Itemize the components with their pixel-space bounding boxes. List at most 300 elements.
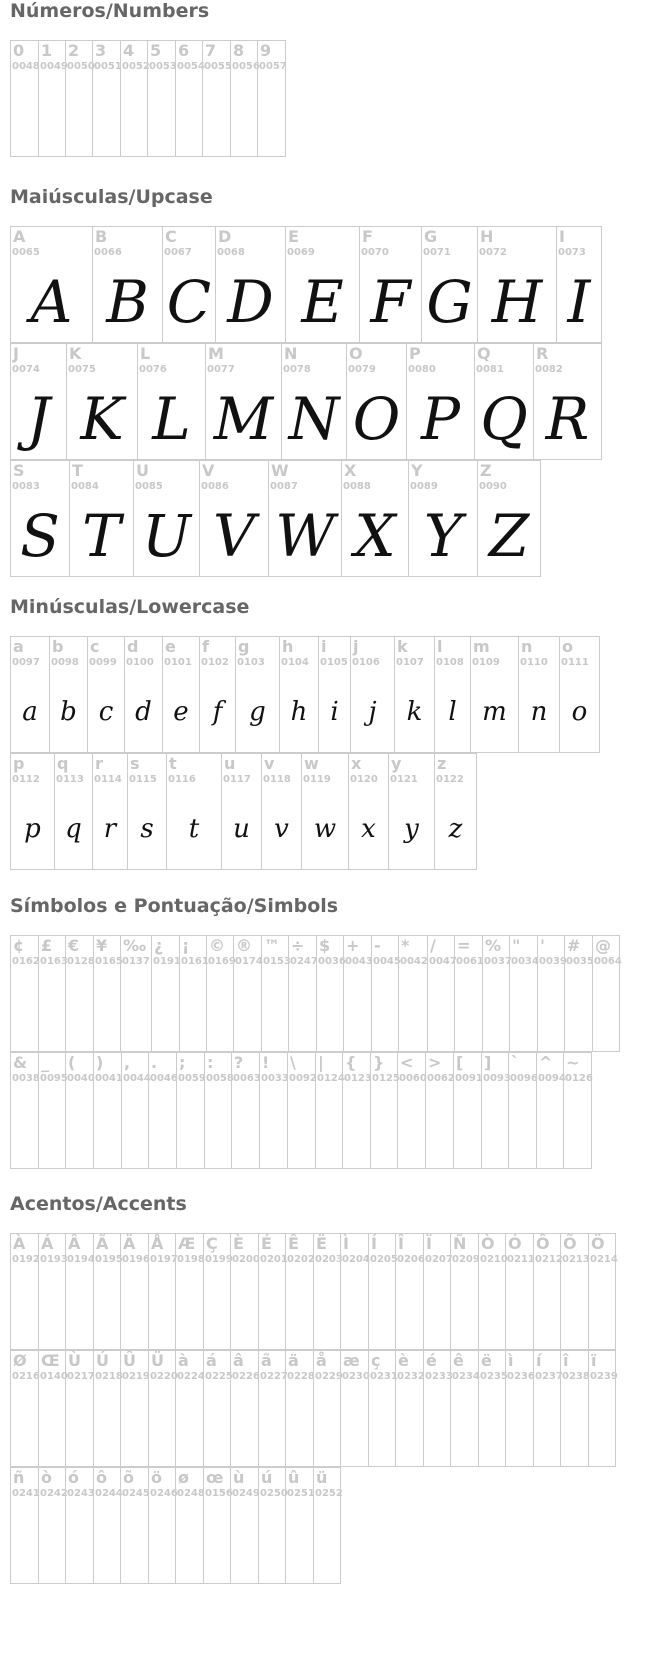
character-label: Ï [426,1234,432,1253]
character-code: 0205 [370,1254,398,1265]
glyph-cell [434,636,470,753]
glyph-grid [10,1233,616,1584]
glyph-cell [563,1052,592,1169]
character-label: ó [68,1468,79,1487]
glyph-cell [505,1233,533,1350]
glyph-cell [350,636,394,753]
character-label: r [95,754,103,773]
character-code: 0098 [51,657,79,668]
character-code: 0057 [259,61,287,72]
character-code: 0162 [12,956,40,967]
character-code: 0230 [342,1371,370,1382]
section-numbers [10,0,286,157]
character-label: F [362,227,373,246]
character-label: O [349,344,363,363]
character-label: E [288,227,299,246]
character-label: é [426,1351,437,1370]
glyph-cell [38,935,68,1052]
character-label: H [480,227,494,246]
glyph-cell [93,1467,123,1584]
character-code: 0037 [484,956,512,967]
glyph-cell [588,1350,616,1467]
character-label: c [90,637,100,656]
character-label: û [288,1468,300,1487]
character-code: 0096 [510,1073,538,1084]
character-label: Ò [481,1234,495,1253]
character-label: ñ [13,1468,25,1487]
character-code: 0225 [205,1371,233,1382]
glyph-cell [65,935,93,1052]
character-label: @ [595,936,611,955]
glyph-preview: z [448,813,463,844]
glyph-preview: j [368,696,377,727]
character-label: . [151,1053,158,1072]
character-code: 0233 [425,1371,453,1382]
glyph-cell [133,460,199,577]
glyph-grid [10,226,602,577]
glyph-cell [481,1052,511,1169]
character-code: 0059 [178,1073,206,1084]
glyph-cell [394,636,434,753]
glyph-preview: C [166,267,212,336]
character-code: 0064 [594,956,622,967]
character-code: 0234 [452,1371,480,1382]
glyph-cell [533,1350,563,1467]
character-code: 0251 [287,1488,315,1499]
glyph-grid [10,636,600,870]
character-label: D [218,227,232,246]
section-uppercase [10,186,602,577]
character-label: B [95,227,108,246]
character-code: 0067 [164,247,192,258]
glyph-cell [230,1467,258,1584]
glyph-cell [453,1052,481,1169]
glyph-cell [93,1052,121,1169]
character-code: 0060 [399,1073,427,1084]
glyph-row [10,226,602,343]
glyph-cell [261,753,301,870]
character-label: u [224,754,236,773]
glyph-preview: t [188,813,200,844]
glyph-preview: A [30,267,73,336]
character-code: 0195 [95,1254,123,1265]
glyph-preview: B [106,267,149,336]
character-label: 9 [260,41,272,60]
glyph-cell [397,1052,425,1169]
character-label: A [13,227,26,246]
character-label: å [316,1351,327,1370]
glyph-cell [10,343,66,460]
character-label: œ [206,1468,224,1487]
glyph-cell [285,1467,313,1584]
character-label: I [559,227,565,246]
character-label: Ê [288,1234,299,1253]
glyph-cell [398,935,427,1052]
character-code: 0227 [260,1371,288,1382]
glyph-cell [316,935,346,1052]
glyph-cell [408,460,477,577]
character-label: ô [96,1468,107,1487]
glyph-cell [388,753,434,870]
character-label: Ã [96,1234,109,1253]
glyph-cell [258,1233,288,1350]
character-code: 0074 [12,364,40,375]
glyph-cell [313,1233,343,1350]
character-code: 0224 [177,1371,205,1382]
character-code: 0241 [12,1488,40,1499]
glyph-cell [508,1052,536,1169]
character-code: 0245 [122,1488,150,1499]
character-code: 0117 [223,774,251,785]
character-code: 0126 [565,1073,593,1084]
glyph-cell [38,1233,68,1350]
character-code: 0125 [372,1073,400,1084]
character-label: ( [68,1053,76,1072]
character-code: 0115 [129,774,157,785]
character-label: Œ [41,1351,60,1370]
character-code: 0123 [344,1073,372,1084]
character-label: Ú [96,1351,109,1370]
glyph-preview: X [354,501,396,570]
character-label: b [52,637,64,656]
character-code: 0069 [287,247,315,258]
character-label: / [430,936,436,955]
glyph-cell [423,1233,453,1350]
character-label: R [536,344,549,363]
section-lowercase [10,596,600,870]
glyph-preview: a [22,696,38,727]
character-label: X [344,461,357,480]
character-label: æ [343,1351,360,1370]
glyph-cell [235,636,279,753]
glyph-cell [10,1052,38,1169]
glyph-cell [518,636,559,753]
glyph-cell [92,226,162,343]
glyph-preview: e [173,696,189,727]
glyph-cell [231,1052,259,1169]
character-code: 0203 [315,1254,343,1265]
glyph-cell [285,1350,313,1467]
glyph-cell [482,935,512,1052]
character-label: w [304,754,319,773]
character-code: 0156 [205,1488,233,1499]
glyph-preview: Y [423,501,463,570]
character-code: 0235 [480,1371,508,1382]
character-code: 0053 [149,61,177,72]
character-code: 0192 [12,1254,40,1265]
glyph-cell [348,753,388,870]
glyph-cell [38,1467,68,1584]
character-label: Y [411,461,423,480]
character-label: z [437,754,447,773]
character-label: $ [319,936,331,955]
glyph-cell [395,1233,423,1350]
character-label: ' [540,936,545,955]
character-label: < [400,1053,414,1072]
glyph-preview: p [24,813,41,844]
section-title: Símbolos e Pontuação/Simbols [10,895,339,917]
character-label: Ó [508,1234,522,1253]
section-title: Maiúsculas/Upcase [10,186,213,208]
character-label: Á [41,1234,54,1253]
character-label: ~ [566,1053,580,1072]
glyph-cell [10,460,69,577]
glyph-cell [368,1233,398,1350]
glyph-cell [340,1233,368,1350]
character-code: 0056 [232,61,260,72]
glyph-cell [268,460,341,577]
glyph-cell [230,40,260,157]
character-code: 0101 [164,657,192,668]
character-label: à [178,1351,189,1370]
character-code: 0072 [479,247,507,258]
character-label: ê [453,1351,464,1370]
character-label: x [351,754,362,773]
character-code: 0070 [361,247,389,258]
character-code: 0078 [283,364,311,375]
glyph-cell [162,636,199,753]
character-label: U [136,461,149,480]
character-code: 0061 [456,956,484,967]
character-label: Ö [591,1234,605,1253]
character-code: 0161 [181,956,209,967]
glyph-preview: P [420,384,461,453]
glyph-preview: U [142,501,191,570]
glyph-cell [371,935,401,1052]
character-code: 0199 [205,1254,233,1265]
character-code: 0051 [94,61,122,72]
glyph-cell [560,1350,588,1467]
character-label: À [13,1234,26,1253]
glyph-cell [179,935,209,1052]
character-code: 0055 [204,61,232,72]
character-label: ! [262,1053,270,1072]
character-label: Ù [68,1351,81,1370]
character-label: Æ [178,1234,196,1253]
character-label: î [563,1351,569,1370]
glyph-cell [65,1052,93,1169]
character-code: 0036 [318,956,346,967]
character-label: % [485,936,502,955]
glyph-cell [124,636,162,753]
glyph-cell [38,1052,68,1169]
character-label: = [457,936,471,955]
character-code: 0193 [40,1254,68,1265]
character-label: , [124,1053,131,1072]
character-code: 0109 [472,657,500,668]
character-code: 0049 [40,61,68,72]
character-label: ) [96,1053,104,1072]
glyph-grid [10,935,620,1169]
character-code: 0242 [40,1488,68,1499]
character-code: 0153 [263,956,291,967]
glyph-cell [206,935,236,1052]
glyph-cell [65,1233,93,1350]
character-code: 0073 [558,247,586,258]
character-code: 0080 [408,364,436,375]
glyph-cell [258,1467,288,1584]
character-code: 0226 [232,1371,260,1382]
glyph-cell [54,753,92,870]
character-label: õ [123,1468,134,1487]
character-code: 0083 [12,481,40,492]
character-label: ÷ [291,936,305,955]
glyph-cell [285,226,359,343]
character-code: 0035 [566,956,594,967]
glyph-preview: Z [488,501,530,570]
character-code: 0252 [315,1488,343,1499]
glyph-cell [175,1350,203,1467]
glyph-preview: l [448,696,457,727]
character-code: 0044 [123,1073,151,1084]
character-code: 0088 [343,481,371,492]
character-code: 0121 [390,774,418,785]
glyph-cell [92,40,120,157]
character-label: _ [41,1053,49,1072]
character-code: 0042 [400,956,428,967]
glyph-cell [421,226,477,343]
character-code: 0047 [429,956,457,967]
glyph-row [10,1233,616,1350]
character-code: 0238 [562,1371,590,1382]
character-code: 0093 [483,1073,511,1084]
glyph-cell [204,1052,234,1169]
character-code: 0213 [562,1254,590,1265]
character-code: 0077 [207,364,235,375]
character-code: 0084 [71,481,99,492]
character-label: h [282,637,294,656]
character-code: 0079 [348,364,376,375]
character-label: © [209,936,225,955]
glyph-cell [230,1350,258,1467]
character-code: 0112 [12,774,40,785]
glyph-cell [346,343,406,460]
character-code: 0246 [150,1488,178,1499]
character-label: o [562,637,573,656]
character-code: 0244 [95,1488,123,1499]
character-label: Z [480,461,492,480]
character-label: : [207,1053,214,1072]
character-code: 0247 [290,956,318,967]
character-label: Ô [536,1234,550,1253]
character-code: 0206 [397,1254,425,1265]
glyph-preview: g [249,696,266,727]
glyph-cell [301,753,348,870]
character-label: Ü [151,1351,164,1370]
character-code: 0243 [67,1488,95,1499]
glyph-cell [478,1350,508,1467]
section-title: Minúsculas/Lowercase [10,596,250,618]
character-code: 0094 [538,1073,566,1084]
character-code: 0250 [260,1488,288,1499]
character-code: 0087 [270,481,298,492]
character-label: s [130,754,140,773]
character-label: i [321,637,327,656]
glyph-cell [69,460,133,577]
character-code: 0086 [201,481,229,492]
character-code: 0228 [287,1371,315,1382]
glyph-preview: O [352,384,401,453]
character-label: N [284,344,298,363]
glyph-cell [203,1350,233,1467]
character-code: 0063 [233,1073,261,1084]
glyph-preview: N [288,384,340,453]
section-symbols [10,895,620,1169]
character-label: Q [477,344,491,363]
character-label: T [72,461,83,480]
glyph-cell [258,1350,288,1467]
character-code: 0092 [289,1073,317,1084]
glyph-preview: K [80,384,124,453]
glyph-preview: o [571,696,588,727]
character-label: a [13,637,24,656]
character-code: 0058 [206,1073,234,1084]
glyph-cell [559,636,600,753]
character-code: 0075 [68,364,96,375]
character-label: ò [41,1468,52,1487]
character-label: y [391,754,402,773]
glyph-preview: k [406,696,423,727]
glyph-cell [257,40,286,157]
character-code: 0214 [590,1254,618,1265]
character-code: 0107 [396,657,424,668]
glyph-cell [564,935,592,1052]
character-code: 0091 [455,1073,483,1084]
character-label: è [398,1351,409,1370]
character-label: 3 [95,41,107,60]
glyph-cell [341,460,408,577]
character-label: K [69,344,82,363]
character-label: ä [288,1351,299,1370]
glyph-preview: x [361,813,376,844]
glyph-cell [556,226,602,343]
character-label: C [165,227,177,246]
character-label: & [13,1053,27,1072]
glyph-cell [175,40,205,157]
character-code: 0198 [177,1254,205,1265]
character-label: ¢ [13,936,25,955]
glyph-cell [315,1052,345,1169]
character-label: ì [508,1351,514,1370]
character-label: É [261,1234,272,1253]
glyph-preview: L [152,384,191,453]
glyph-cell [536,1052,566,1169]
glyph-row [10,460,602,577]
character-label: 6 [178,41,190,60]
character-label: € [68,936,80,955]
character-code: 0231 [370,1371,398,1382]
glyph-cell [427,935,457,1052]
glyph-preview: v [274,813,289,844]
glyph-preview: D [227,267,274,336]
glyph-cell [166,753,221,870]
glyph-preview: F [370,267,411,336]
character-code: 0216 [12,1371,40,1382]
character-code: 0194 [67,1254,95,1265]
character-code: 0207 [425,1254,453,1265]
glyph-cell [10,753,54,870]
glyph-cell [151,935,179,1052]
glyph-preview: E [301,267,344,336]
glyph-cell [474,343,533,460]
glyph-preview: r [103,813,117,844]
glyph-cell [370,1052,400,1169]
character-code: 0237 [535,1371,563,1382]
character-code: 0045 [373,956,401,967]
character-code: 0111 [561,657,589,668]
character-code: 0095 [40,1073,68,1084]
glyph-cell [148,1467,178,1584]
